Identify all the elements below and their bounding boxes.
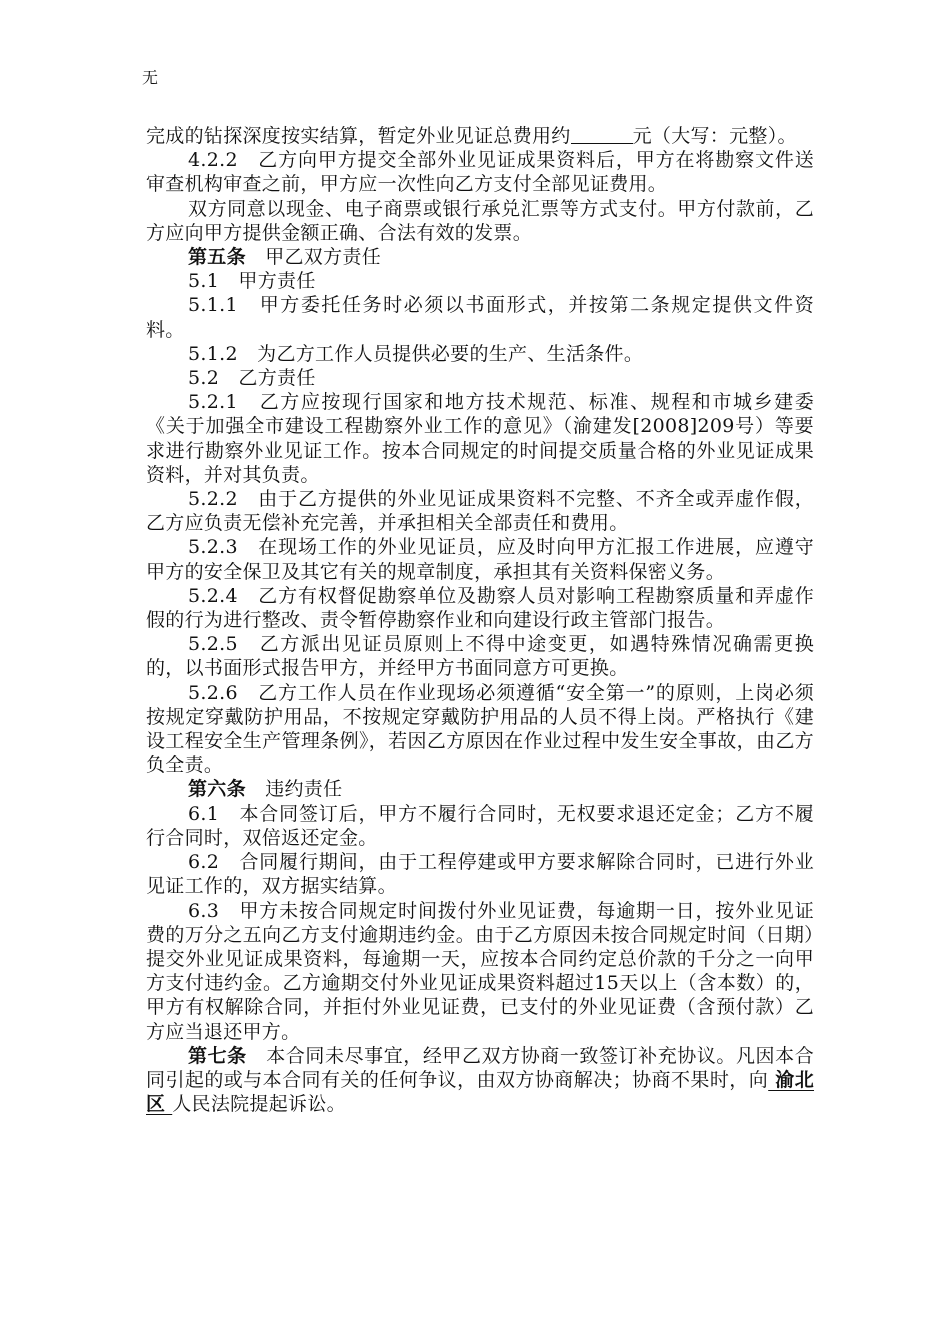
- clause-4-2-2: 4.2.2 乙方向甲方提交全部外业见证成果资料后，甲方在将勘察文件送审查机构审查之前，甲方应一次性向乙方支付全部见证费用。: [146, 149, 814, 196]
- clause-5-2-6: 5.2.6 乙方工作人员在作业现场必须遵循“安全第一”的原则，上岗必须按规定穿戴防护用品，不按规定穿戴防护用品的人员不得上岗。严格执行《建设工程安全生产管理条例》，若因乙方原因在作业过程中发生安全事故，由乙方负全责。: [146, 681, 814, 777]
- clause-6-2: 6.2 合同履行期间，由于工程停建或甲方要求解除合同时，已进行外业见证工作的，双方据实结算。: [146, 851, 814, 898]
- paragraph-text: 本合同未尽事宜，经甲乙双方协商一致签订补充协议。凡因本合同引起的或与本合同有关的任何争议，由双方协商解决；协商不果时，向: [146, 1044, 814, 1091]
- page-header: 无: [142, 68, 159, 87]
- amount-blank: [571, 125, 633, 144]
- clause-5-1-2: 5.1.2 为乙方工作人员提供必要的生产、生活条件。: [188, 342, 644, 365]
- article-label: 第五条: [188, 246, 246, 269]
- contract-body: [146, 124, 814, 1116]
- clause-6-3: 6.3 甲方未按合同规定时间拨付外业见证费，每逾期一日，按外业见证费的万分之五向乙方支付逾期违约金。由于乙方原因未按合同规定时间（日期）提交外业见证成果资料，每逾期一天，应按本合同约定总价款的千分之一向甲方支付违约金。乙方逾期交付外业见证成果资料超过15天以上（含本数）的，甲方有权解除合同，并拒付外业见证费，已支付的外业见证费（含预付款）乙方应当退还甲方。: [146, 899, 814, 1043]
- article-5-heading: [146, 245, 814, 269]
- clause-5-2-5: 5.2.5 乙方派出见证员原则上不得中途变更，如遇特殊情况确需更换的，以书面形式报告甲方，并经甲方书面同意方可更换。: [146, 633, 814, 680]
- article-6-heading: [146, 777, 814, 801]
- article-label: 第七条: [188, 1044, 247, 1067]
- clause-5-2-4: 5.2.4 乙方有权督促勘察单位及勘察人员对影响工程勘察质量和弄虚作假的行为进行整改、责令暂停勘察作业和向建设行政主管部门报告。: [146, 584, 814, 632]
- article-7: [146, 1044, 814, 1117]
- article-title: 甲乙双方责任: [245, 246, 382, 269]
- clause-5-1-1: 5.1.1 甲方委托任务时必须以书面形式，并按第二条规定提供文件资料。: [146, 294, 814, 341]
- paragraph-text: 元（大写：元整）。: [632, 125, 797, 147]
- paragraph-text: 人民法院提起诉讼。: [172, 1093, 346, 1116]
- article-label: 第六条: [188, 778, 246, 801]
- paragraph-fee-estimate: [146, 124, 814, 148]
- article-title: 违约责任: [245, 778, 343, 801]
- clause-5-2-3: 5.2.3 在现场工作的外业见证员，应及时向甲方汇报工作进展，应遵守甲方的安全保卫及其它有关的规章制度，承担其有关资料保密义务。: [146, 536, 814, 583]
- clause-5-2-2: 5.2.2 由于乙方提供的外业见证成果资料不完整、不齐全或弄虚作假，乙方应负责无偿补充完善，并承担相关全部责任和费用。: [146, 488, 814, 535]
- clause-payment-method: 双方同意以现金、电子商票或银行承兑汇票等方式支付。甲方付款前，乙方应向甲方提供金额正确、合法有效的发票。: [146, 197, 814, 244]
- clause-5-2: 5.2 乙方责任: [188, 367, 316, 390]
- clause-5-2-1: 5.2.1 乙方应按现行国家和地方技术规范、标准、规程和市城乡建委《关于加强全市建设工程勘察外业工作的意见》（渝建发[2008]209号）等要求进行勘察外业见证工作。按本合同规定的时间提交质量合格的外业见证成果资料，并对其负责。: [146, 391, 814, 486]
- clause-6-1: 6.1 本合同签订后，甲方不履行合同时，无权要求退还定金；乙方不履行合同时，双倍返还定金。: [146, 802, 814, 849]
- paragraph-text: 完成的钻探深度按实结算，暂定外业见证总费用约: [146, 125, 571, 147]
- court-name: 渝北区: [146, 1068, 815, 1116]
- clause-5-1: 5.1 甲方责任: [188, 270, 316, 293]
